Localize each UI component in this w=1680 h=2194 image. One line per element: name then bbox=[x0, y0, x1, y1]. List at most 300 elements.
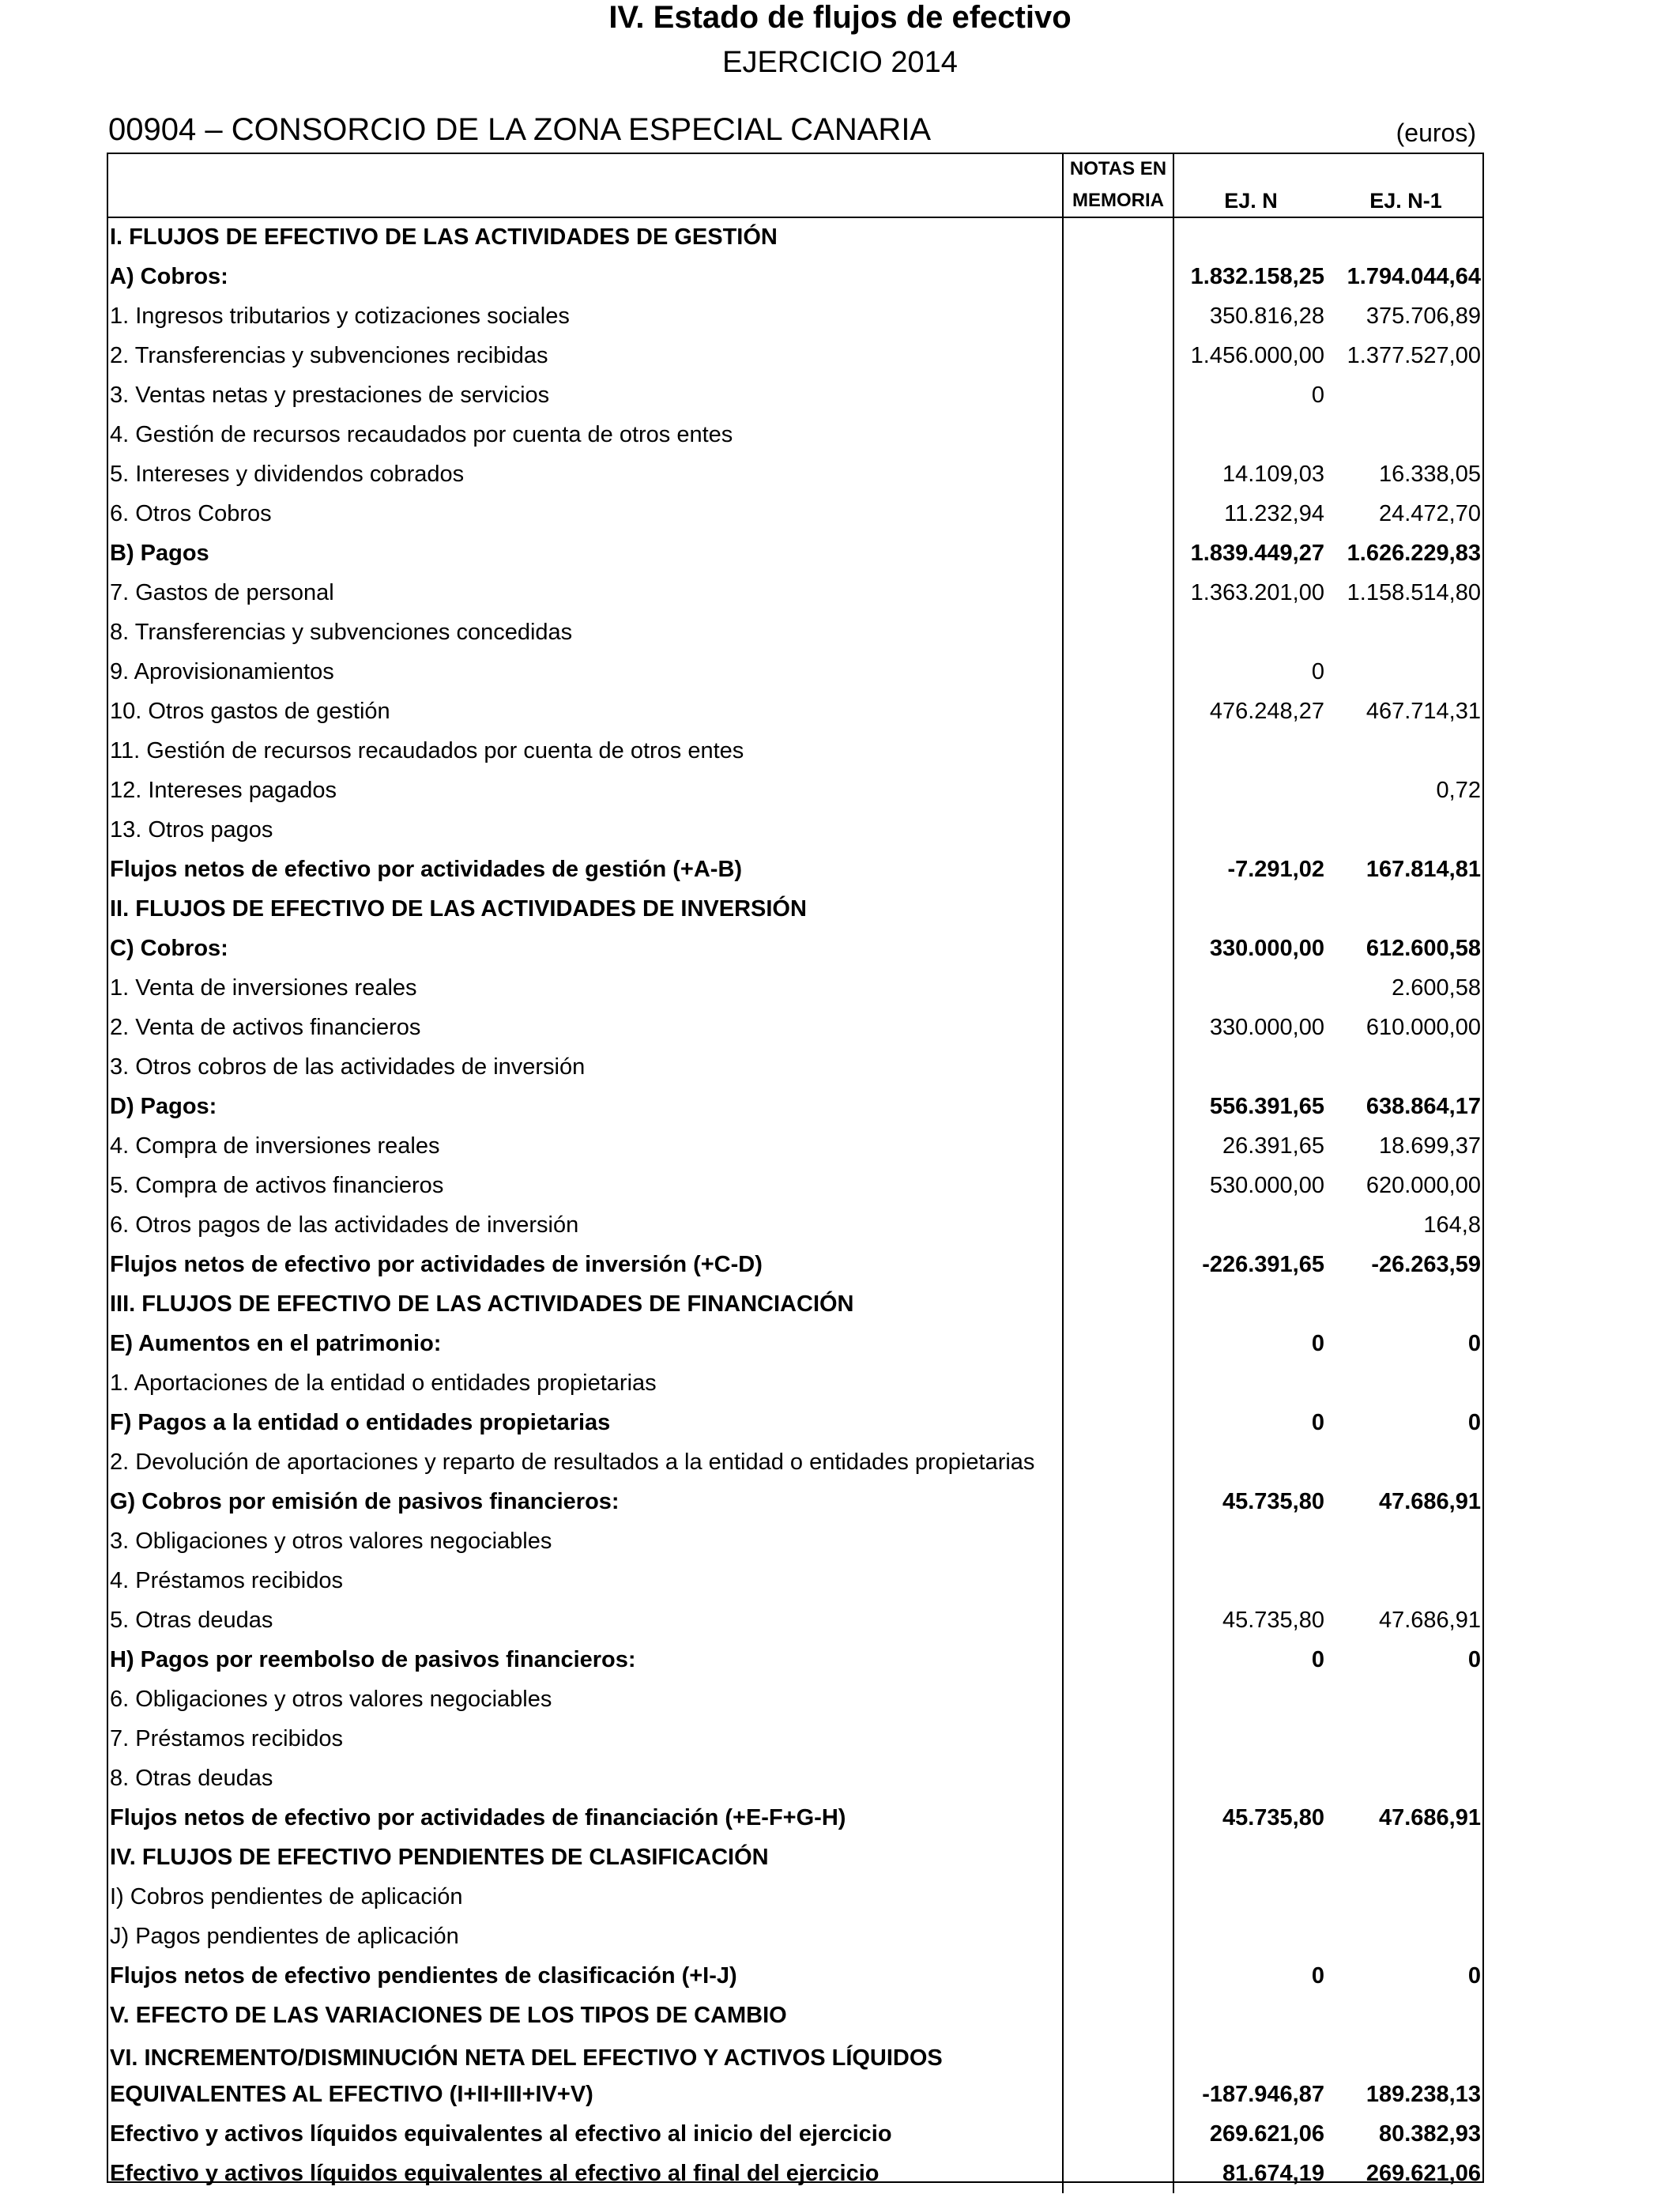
row-label bbox=[107, 336, 1063, 375]
table-row bbox=[107, 652, 1484, 692]
row-value-ej-n: 11.232,94 bbox=[1224, 500, 1324, 526]
row-value-ej-n1 bbox=[1328, 613, 1484, 652]
table-row bbox=[107, 692, 1484, 731]
row-notes bbox=[1063, 1996, 1173, 2035]
row-label bbox=[107, 1087, 1063, 1126]
row-value-ej-n1: 18.699,37 bbox=[1378, 1133, 1481, 1159]
row-label bbox=[107, 415, 1063, 454]
row-value-ej-n: 476.248,27 bbox=[1209, 698, 1324, 724]
row-label-text: 8. Transferencias y subvenciones concedidas bbox=[110, 619, 573, 645]
row-label-text: Flujos netos de efectivo por actividades de financiación (+E-F+G-H) bbox=[110, 1804, 846, 1830]
row-value-ej-n1: 0 bbox=[1467, 1646, 1481, 1672]
row-notes bbox=[1063, 771, 1173, 810]
table-row bbox=[107, 1838, 1484, 1877]
table-row bbox=[107, 1759, 1484, 1798]
row-notes bbox=[1063, 1363, 1173, 1403]
row-label bbox=[107, 1640, 1063, 1679]
row-label bbox=[107, 1166, 1063, 1205]
row-notes bbox=[1063, 336, 1173, 375]
row-value-ej-n bbox=[1173, 1047, 1328, 1087]
row-notes bbox=[1063, 1284, 1173, 1324]
document-subtitle: EJERCICIO 2014 bbox=[722, 46, 958, 79]
row-value-ej-n1: 620.000,00 bbox=[1365, 1172, 1481, 1198]
units-label: (euros) bbox=[1396, 119, 1476, 147]
row-value-ej-n bbox=[1173, 1838, 1328, 1877]
row-value-ej-n bbox=[1173, 889, 1328, 929]
table-row bbox=[107, 1521, 1484, 1561]
row-value-ej-n bbox=[1173, 968, 1328, 1008]
row-label bbox=[107, 573, 1063, 613]
row-label bbox=[107, 1917, 1063, 1956]
row-value-ej-n1 bbox=[1328, 1047, 1484, 1087]
row-value-ej-n1: 16.338,05 bbox=[1378, 461, 1481, 487]
table-row bbox=[107, 1640, 1484, 1679]
row-label-text: 11. Gestión de recursos recaudados por cuenta de otros entes bbox=[110, 737, 744, 763]
row-notes bbox=[1063, 1877, 1173, 1917]
row-notes bbox=[1063, 1166, 1173, 1205]
table-row bbox=[107, 1442, 1484, 1482]
row-label-text: 5. Otras deudas bbox=[110, 1607, 273, 1633]
row-value-ej-n bbox=[1173, 613, 1328, 652]
row-label bbox=[107, 613, 1063, 652]
row-label-text: H) Pagos por reembolso de pasivos financieros: bbox=[110, 1646, 636, 1672]
row-label-text: 7. Gastos de personal bbox=[110, 579, 334, 605]
row-label bbox=[107, 1719, 1063, 1759]
row-label-text: 4. Gestión de recursos recaudados por cuenta de otros entes bbox=[110, 421, 733, 447]
table-row bbox=[107, 1166, 1484, 1205]
row-notes bbox=[1063, 1521, 1173, 1561]
row-label-text: 1. Ingresos tributarios y cotizaciones sociales bbox=[110, 303, 570, 329]
row-label bbox=[107, 1047, 1063, 1087]
row-notes bbox=[1063, 415, 1173, 454]
row-label bbox=[107, 1600, 1063, 1640]
row-value-ej-n: 350.816,28 bbox=[1209, 303, 1324, 329]
row-notes bbox=[1063, 573, 1173, 613]
header-blank bbox=[107, 153, 1063, 217]
row-label-text: J) Pagos pendientes de aplicación bbox=[110, 1923, 459, 1949]
table-row bbox=[107, 1917, 1484, 1956]
row-label-text: C) Cobros: bbox=[110, 935, 228, 961]
row-label bbox=[107, 692, 1063, 731]
entity-name: 00904 – CONSORCIO DE LA ZONA ESPECIAL CANARIA bbox=[108, 112, 932, 147]
row-value-ej-n1: 467.714,31 bbox=[1365, 698, 1481, 724]
row-label bbox=[107, 375, 1063, 415]
row-value-ej-n bbox=[1173, 415, 1328, 454]
row-value-ej-n1: 1.794.044,64 bbox=[1347, 263, 1481, 289]
table-row bbox=[107, 1087, 1484, 1126]
table-row bbox=[107, 1126, 1484, 1166]
row-value-ej-n bbox=[1173, 1877, 1328, 1917]
row-value-ej-n: 1.832.158,25 bbox=[1190, 263, 1324, 289]
row-label bbox=[107, 296, 1063, 336]
row-value-ej-n1 bbox=[1328, 375, 1484, 415]
row-label bbox=[107, 1561, 1063, 1600]
row-notes bbox=[1063, 1442, 1173, 1482]
row-value-ej-n1: 0 bbox=[1467, 1409, 1481, 1435]
row-notes bbox=[1063, 1403, 1173, 1442]
row-label bbox=[107, 731, 1063, 771]
row-value-ej-n: 1.456.000,00 bbox=[1190, 342, 1324, 368]
row-notes bbox=[1063, 652, 1173, 692]
row-label bbox=[107, 1521, 1063, 1561]
row-value-ej-n: 0 bbox=[1311, 658, 1324, 684]
row-value-ej-n1 bbox=[1328, 1759, 1484, 1798]
row-value-ej-n1 bbox=[1328, 889, 1484, 929]
row-value-ej-n1: 167.814,81 bbox=[1365, 856, 1481, 882]
row-notes bbox=[1063, 1679, 1173, 1719]
row-label bbox=[107, 652, 1063, 692]
row-label-text: Efectivo y activos líquidos equivalentes al efectivo al inicio del ejercicio bbox=[110, 2120, 892, 2147]
row-notes bbox=[1063, 1917, 1173, 1956]
row-value-ej-n1 bbox=[1328, 1363, 1484, 1403]
row-value-ej-n: 0 bbox=[1311, 1962, 1324, 1989]
table-row bbox=[107, 375, 1484, 415]
row-value-ej-n bbox=[1173, 217, 1328, 257]
row-notes bbox=[1063, 1482, 1173, 1521]
row-label-text: III. FLUJOS DE EFECTIVO DE LAS ACTIVIDADES DE FINANCIACIÓN bbox=[110, 1291, 854, 1317]
row-value-ej-n1: 610.000,00 bbox=[1365, 1014, 1481, 1040]
row-label-text: D) Pagos: bbox=[110, 1093, 217, 1119]
table-row bbox=[107, 1205, 1484, 1245]
row-value-ej-n bbox=[1173, 1363, 1328, 1403]
row-label-text-line2: EQUIVALENTES AL EFECTIVO (I+II+III+IV+V) bbox=[110, 2082, 593, 2107]
row-label-text: E) Aumentos en el patrimonio: bbox=[110, 1330, 442, 1356]
row-value-ej-n bbox=[1173, 1442, 1328, 1482]
row-label-text: 13. Otros pagos bbox=[110, 816, 273, 843]
row-value-ej-n bbox=[1173, 1205, 1328, 1245]
row-notes bbox=[1063, 494, 1173, 533]
row-value-ej-n bbox=[1173, 1561, 1328, 1600]
row-notes bbox=[1063, 968, 1173, 1008]
row-notes bbox=[1063, 1759, 1173, 1798]
row-value-ej-n: 530.000,00 bbox=[1209, 1172, 1324, 1198]
row-label bbox=[107, 1798, 1063, 1838]
row-notes bbox=[1063, 257, 1173, 296]
row-label bbox=[107, 1126, 1063, 1166]
row-value-ej-n: 556.391,65 bbox=[1209, 1093, 1324, 1119]
table-row bbox=[107, 1363, 1484, 1403]
row-value-ej-n1: 80.382,93 bbox=[1378, 2120, 1481, 2147]
row-label-text: 12. Intereses pagados bbox=[110, 777, 337, 803]
table-row bbox=[107, 1719, 1484, 1759]
table-row bbox=[107, 771, 1484, 810]
header-notas-line1: NOTAS EN bbox=[1069, 157, 1167, 179]
table-row bbox=[107, 1284, 1484, 1324]
row-value-ej-n1: 1.158.514,80 bbox=[1347, 579, 1481, 605]
row-value-ej-n bbox=[1173, 1917, 1328, 1956]
row-label bbox=[107, 2035, 1063, 2114]
row-value-ej-n1 bbox=[1328, 415, 1484, 454]
table-row bbox=[107, 1403, 1484, 1442]
table-row bbox=[107, 1679, 1484, 1719]
row-value-ej-n: 330.000,00 bbox=[1209, 1014, 1324, 1040]
row-notes bbox=[1063, 2035, 1173, 2114]
row-notes bbox=[1063, 217, 1173, 257]
row-label bbox=[107, 2114, 1063, 2154]
row-notes bbox=[1063, 1008, 1173, 1047]
row-notes bbox=[1063, 1561, 1173, 1600]
row-label-text: 1. Aportaciones de la entidad o entidades propietarias bbox=[110, 1370, 657, 1396]
row-label bbox=[107, 1838, 1063, 1877]
header-notas bbox=[1063, 153, 1173, 217]
row-notes bbox=[1063, 929, 1173, 968]
table-row bbox=[107, 613, 1484, 652]
row-label-text: A) Cobros: bbox=[110, 263, 228, 289]
row-label-text: 3. Otros cobros de las actividades de inversión bbox=[110, 1054, 586, 1080]
row-label bbox=[107, 1363, 1063, 1403]
row-value-ej-n1: 269.621,06 bbox=[1365, 2160, 1481, 2186]
table-row bbox=[107, 1877, 1484, 1917]
row-label-text: 2. Transferencias y subvenciones recibidas bbox=[110, 342, 548, 368]
row-label-text: 2. Venta de activos financieros bbox=[110, 1014, 421, 1040]
table-row bbox=[107, 1047, 1484, 1087]
row-label-text: V. EFECTO DE LAS VARIACIONES DE LOS TIPOS DE CAMBIO bbox=[110, 2002, 787, 2028]
table-row bbox=[107, 573, 1484, 613]
row-notes bbox=[1063, 1956, 1173, 1996]
row-label-text: G) Cobros por emisión de pasivos financieros: bbox=[110, 1488, 620, 1514]
row-label-text: 9. Aprovisionamientos bbox=[110, 658, 334, 684]
row-value-ej-n bbox=[1173, 731, 1328, 771]
table-row bbox=[107, 2114, 1484, 2154]
row-value-ej-n: 1.839.449,27 bbox=[1190, 540, 1324, 566]
row-value-ej-n: 14.109,03 bbox=[1222, 461, 1324, 487]
row-notes bbox=[1063, 296, 1173, 336]
row-label-text: 4. Compra de inversiones reales bbox=[110, 1133, 440, 1159]
row-label-text: Flujos netos de efectivo por actividades de gestión (+A-B) bbox=[110, 856, 743, 882]
row-value-ej-n bbox=[1173, 1759, 1328, 1798]
row-label bbox=[107, 810, 1063, 850]
table-row bbox=[107, 968, 1484, 1008]
row-value-ej-n: 0 bbox=[1311, 382, 1324, 408]
row-value-ej-n: 81.674,19 bbox=[1222, 2160, 1324, 2186]
row-notes bbox=[1063, 2114, 1173, 2154]
row-label-text: 6. Otros pagos de las actividades de inversión bbox=[110, 1212, 579, 1238]
row-value-ej-n bbox=[1173, 1284, 1328, 1324]
row-value-ej-n: 45.735,80 bbox=[1222, 1488, 1324, 1514]
row-notes bbox=[1063, 850, 1173, 889]
table-row bbox=[107, 1798, 1484, 1838]
table-row bbox=[107, 1600, 1484, 1640]
row-label-text: Efectivo y activos líquidos equivalentes al efectivo al final del ejercicio bbox=[110, 2160, 880, 2186]
header-ej-n1: EJ. N-1 bbox=[1328, 153, 1484, 217]
row-label-text: 1. Venta de inversiones reales bbox=[110, 974, 417, 1001]
row-label-text: Flujos netos de efectivo por actividades de inversión (+C-D) bbox=[110, 1251, 763, 1277]
row-notes bbox=[1063, 1600, 1173, 1640]
row-label-text: F) Pagos a la entidad o entidades propietarias bbox=[110, 1409, 611, 1435]
row-value-ej-n: 45.735,80 bbox=[1222, 1607, 1324, 1633]
row-label-text: VI. INCREMENTO/DISMINUCIÓN NETA DEL EFECTIVO Y ACTIVOS LÍQUIDOS bbox=[110, 2045, 943, 2071]
table-row bbox=[107, 494, 1484, 533]
row-label bbox=[107, 1759, 1063, 1798]
row-notes bbox=[1063, 731, 1173, 771]
row-notes bbox=[1063, 692, 1173, 731]
row-value-ej-n1: 638.864,17 bbox=[1365, 1093, 1481, 1119]
row-label-text: II. FLUJOS DE EFECTIVO DE LAS ACTIVIDADES DE INVERSIÓN bbox=[110, 895, 807, 922]
row-notes bbox=[1063, 1047, 1173, 1087]
row-label bbox=[107, 1956, 1063, 1996]
row-value-ej-n1 bbox=[1328, 1719, 1484, 1759]
row-label-text: 5. Compra de activos financieros bbox=[110, 1172, 444, 1198]
table-row bbox=[107, 1956, 1484, 1996]
row-notes bbox=[1063, 810, 1173, 850]
row-label-text: 6. Otros Cobros bbox=[110, 500, 272, 526]
row-notes bbox=[1063, 1719, 1173, 1759]
row-label-text: IV. FLUJOS DE EFECTIVO PENDIENTES DE CLASIFICACIÓN bbox=[110, 1844, 769, 1870]
row-label bbox=[107, 771, 1063, 810]
row-label-text: 8. Otras deudas bbox=[110, 1765, 273, 1791]
table-row bbox=[107, 533, 1484, 573]
table-row bbox=[107, 1482, 1484, 1521]
table-row bbox=[107, 850, 1484, 889]
row-value-ej-n1: 1.626.229,83 bbox=[1347, 540, 1481, 566]
row-notes bbox=[1063, 375, 1173, 415]
document-title: IV. Estado de flujos de efectivo bbox=[608, 0, 1072, 35]
table-row bbox=[107, 454, 1484, 494]
row-notes bbox=[1063, 1205, 1173, 1245]
row-notes bbox=[1063, 1838, 1173, 1877]
table-row bbox=[107, 2035, 1484, 2114]
header-ej-n: EJ. N bbox=[1173, 153, 1328, 217]
row-value-ej-n bbox=[1173, 1521, 1328, 1561]
row-notes bbox=[1063, 454, 1173, 494]
table-row bbox=[107, 296, 1484, 336]
row-label bbox=[107, 1679, 1063, 1719]
row-label bbox=[107, 929, 1063, 968]
table-row bbox=[107, 731, 1484, 771]
row-value-ej-n: 269.621,06 bbox=[1209, 2120, 1324, 2147]
row-label-text: 10. Otros gastos de gestión bbox=[110, 698, 390, 724]
row-value-ej-n1: 0,72 bbox=[1436, 777, 1481, 803]
row-label bbox=[107, 2154, 1063, 2193]
row-value-ej-n1 bbox=[1328, 1561, 1484, 1600]
row-value-ej-n1: 24.472,70 bbox=[1378, 500, 1481, 526]
row-notes bbox=[1063, 1324, 1173, 1363]
row-value-ej-n1: 2.600,58 bbox=[1392, 974, 1481, 1001]
row-value-ej-n: -7.291,02 bbox=[1227, 856, 1324, 882]
row-value-ej-n1 bbox=[1328, 1284, 1484, 1324]
row-value-ej-n: 1.363.201,00 bbox=[1190, 579, 1324, 605]
row-notes bbox=[1063, 2154, 1173, 2193]
row-value-ej-n1: -26.263,59 bbox=[1371, 1251, 1481, 1277]
row-label bbox=[107, 889, 1063, 929]
row-value-ej-n1 bbox=[1328, 1838, 1484, 1877]
row-value-ej-n1 bbox=[1328, 1442, 1484, 1482]
row-value-ej-n1: 164,8 bbox=[1423, 1212, 1481, 1238]
row-label-text: 3. Ventas netas y prestaciones de servicios bbox=[110, 382, 550, 408]
row-label-text: I) Cobros pendientes de aplicación bbox=[110, 1883, 463, 1909]
row-label-text: 5. Intereses y dividendos cobrados bbox=[110, 461, 465, 487]
row-label bbox=[107, 1877, 1063, 1917]
row-label-text: 6. Obligaciones y otros valores negociables bbox=[110, 1686, 552, 1712]
row-value-ej-n bbox=[1173, 810, 1328, 850]
table-row bbox=[107, 415, 1484, 454]
row-label bbox=[107, 1245, 1063, 1284]
row-label bbox=[107, 454, 1063, 494]
row-value-ej-n: 0 bbox=[1311, 1409, 1324, 1435]
row-value-ej-n: 45.735,80 bbox=[1222, 1804, 1324, 1830]
table-row bbox=[107, 810, 1484, 850]
row-value-ej-n1 bbox=[1328, 1917, 1484, 1956]
table-row bbox=[107, 1008, 1484, 1047]
row-value-ej-n bbox=[1173, 1719, 1328, 1759]
table-row bbox=[107, 889, 1484, 929]
row-value-ej-n: 0 bbox=[1311, 1646, 1324, 1672]
row-notes bbox=[1063, 613, 1173, 652]
row-label-text: 3. Obligaciones y otros valores negociables bbox=[110, 1528, 552, 1554]
table-row bbox=[107, 1245, 1484, 1284]
row-notes bbox=[1063, 1640, 1173, 1679]
row-notes bbox=[1063, 533, 1173, 573]
row-value-ej-n bbox=[1173, 1679, 1328, 1719]
row-label bbox=[107, 1205, 1063, 1245]
row-label-text: 7. Préstamos recibidos bbox=[110, 1725, 343, 1751]
table-row bbox=[107, 1996, 1484, 2035]
row-value-ej-n1 bbox=[1328, 810, 1484, 850]
row-notes bbox=[1063, 889, 1173, 929]
row-label bbox=[107, 1442, 1063, 1482]
row-value-ej-n1 bbox=[1328, 731, 1484, 771]
table-row bbox=[107, 2154, 1484, 2193]
row-notes bbox=[1063, 1126, 1173, 1166]
table-row bbox=[107, 929, 1484, 968]
row-value-ej-n: -226.391,65 bbox=[1202, 1251, 1324, 1277]
row-label bbox=[107, 217, 1063, 257]
row-label bbox=[107, 1996, 1063, 2035]
row-value-ej-n1 bbox=[1328, 652, 1484, 692]
row-value-ej-n1: 47.686,91 bbox=[1378, 1607, 1481, 1633]
table-row bbox=[107, 1561, 1484, 1600]
row-notes bbox=[1063, 1087, 1173, 1126]
row-value-ej-n1 bbox=[1328, 1521, 1484, 1561]
row-label-text: I. FLUJOS DE EFECTIVO DE LAS ACTIVIDADES DE GESTIÓN bbox=[110, 224, 778, 250]
row-value-ej-n1: 47.686,91 bbox=[1378, 1804, 1481, 1830]
row-value-ej-n bbox=[1173, 771, 1328, 810]
row-label bbox=[107, 1008, 1063, 1047]
row-value-ej-n: 0 bbox=[1311, 1330, 1324, 1356]
row-label-text: B) Pagos bbox=[110, 540, 209, 566]
row-value-ej-n bbox=[1173, 1996, 1328, 2035]
row-value-ej-n1 bbox=[1328, 217, 1484, 257]
row-label-text: 2. Devolución de aportaciones y reparto de resultados a la entidad o entidades propietarias bbox=[110, 1449, 1035, 1475]
row-label bbox=[107, 968, 1063, 1008]
table-row bbox=[107, 257, 1484, 296]
row-label-text: Flujos netos de efectivo pendientes de clasificación (+I-J) bbox=[110, 1962, 737, 1989]
row-label bbox=[107, 494, 1063, 533]
header-notas-line2: MEMORIA bbox=[1072, 189, 1164, 211]
row-value-ej-n1 bbox=[1328, 1877, 1484, 1917]
row-value-ej-n1: 189.238,13 bbox=[1365, 2082, 1481, 2107]
row-label bbox=[107, 1284, 1063, 1324]
row-label bbox=[107, 1324, 1063, 1363]
row-label-text: 4. Préstamos recibidos bbox=[110, 1567, 343, 1593]
row-value-ej-n: 26.391,65 bbox=[1222, 1133, 1324, 1159]
row-value-ej-n1: 47.686,91 bbox=[1378, 1488, 1481, 1514]
row-label bbox=[107, 1403, 1063, 1442]
row-label bbox=[107, 1482, 1063, 1521]
row-value-ej-n1 bbox=[1328, 1679, 1484, 1719]
row-value-ej-n1: 612.600,58 bbox=[1365, 935, 1481, 961]
cash-flow-table bbox=[107, 153, 1484, 2193]
row-value-ej-n: 330.000,00 bbox=[1209, 935, 1324, 961]
row-value-ej-n1: 0 bbox=[1467, 1330, 1481, 1356]
table-row bbox=[107, 217, 1484, 257]
row-notes bbox=[1063, 1798, 1173, 1838]
row-value-ej-n: -187.946,87 bbox=[1202, 2082, 1324, 2107]
table-header-row bbox=[107, 153, 1484, 217]
table-row bbox=[107, 1324, 1484, 1363]
row-value-ej-n1: 375.706,89 bbox=[1365, 303, 1481, 329]
row-value-ej-n1 bbox=[1328, 1996, 1484, 2035]
